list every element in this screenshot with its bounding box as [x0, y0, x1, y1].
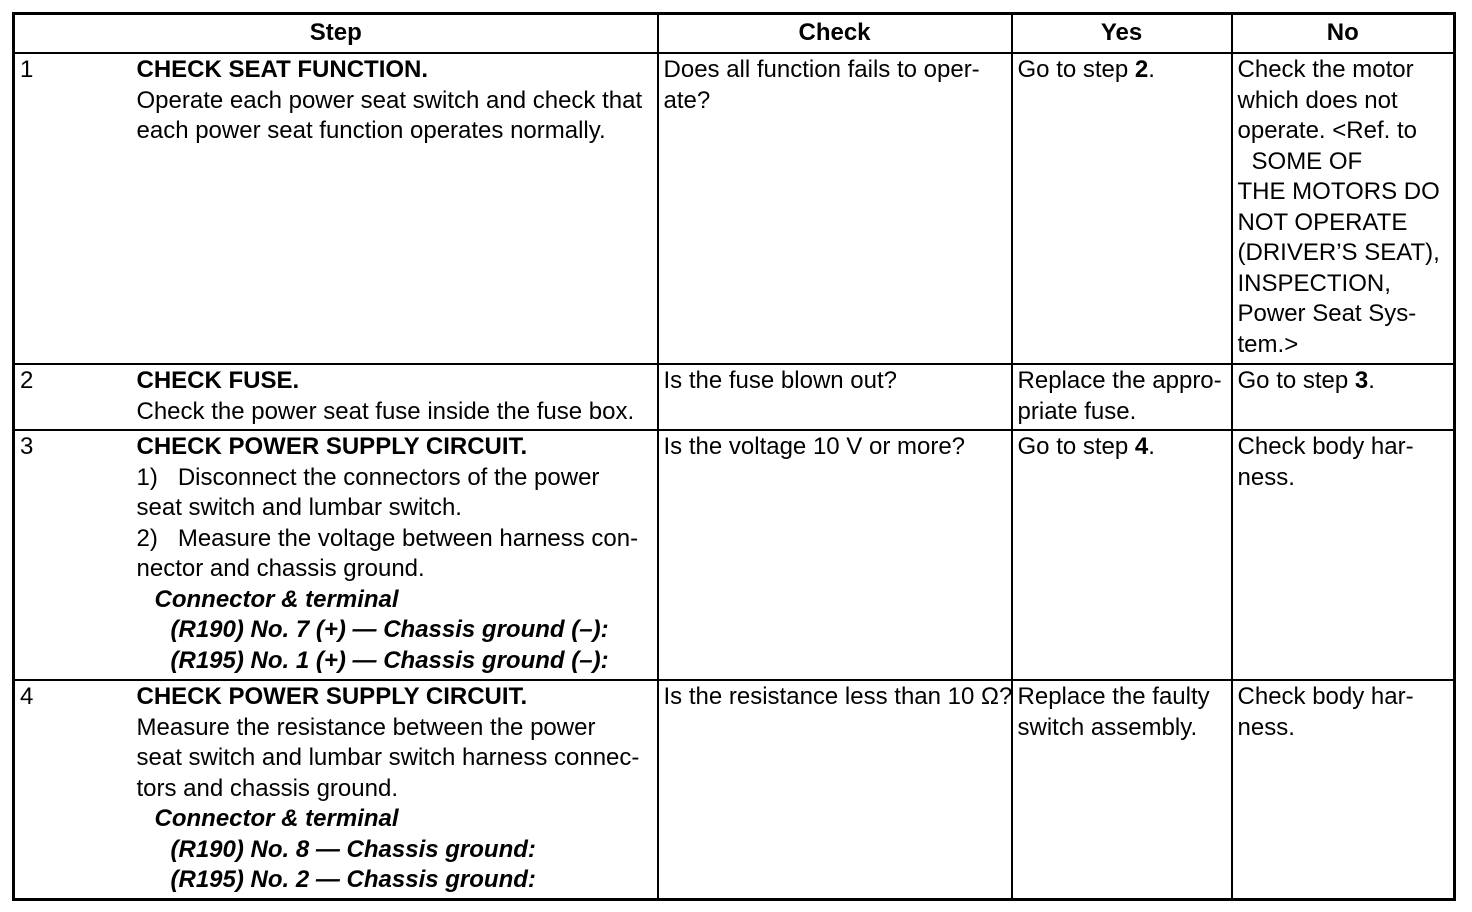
check-cell — [658, 53, 1012, 364]
yes-text-line: priate fuse. — [1017, 397, 1137, 425]
step-text-line: Operate each power seat switch and check that — [136, 86, 643, 114]
step-description — [132, 53, 658, 364]
no-text-line: SOME OF — [1251, 147, 1363, 175]
header-row — [14, 14, 1455, 54]
step-title: CHECK POWER SUPPLY CIRCUIT. — [136, 683, 528, 710]
yes-cell — [1012, 680, 1232, 899]
step-text-line: Check the power seat fuse inside the fuse box. — [136, 397, 635, 425]
step-text-line: nector and chassis ground. — [136, 555, 425, 582]
step-title: CHECK FUSE. — [136, 367, 300, 394]
no-text-line: Check body har- — [1237, 433, 1414, 460]
yes-text-line: switch assembly. — [1017, 713, 1198, 741]
diagnostic-table — [12, 12, 1456, 901]
yes-step-ref: 4 — [1134, 433, 1149, 460]
connector-title: Connector & terminal — [154, 805, 399, 832]
header-yes: Yes — [1012, 14, 1232, 54]
yes-cell — [1012, 430, 1232, 680]
no-text-line: which does not — [1237, 86, 1398, 114]
check-text-line: Is the resistance less than 10 Ω? — [663, 683, 1013, 710]
check-text-line: ate? — [663, 86, 711, 114]
no-text-line: NOT OPERATE — [1237, 208, 1408, 236]
no-text-line: Power Seat Sys- — [1237, 300, 1417, 327]
no-text-line: (DRIVER’S SEAT), — [1237, 239, 1440, 266]
no-text-line: ness. — [1237, 713, 1295, 741]
header-check: Check — [658, 14, 1012, 54]
step-title: CHECK SEAT FUNCTION. — [136, 56, 429, 83]
step-text-line: seat switch and lumbar switch. — [136, 494, 462, 521]
no-text-line: tem.> — [1237, 330, 1299, 358]
no-cell — [1232, 680, 1455, 899]
connector-value: (R195) No. 2 — Chassis ground: — [170, 866, 536, 893]
no-text-line: operate. <Ref. to — [1237, 117, 1417, 144]
check-cell — [658, 430, 1012, 680]
step-number: 3 — [14, 430, 132, 680]
step-text-line: seat switch and lumbar switch harness connec- — [136, 744, 640, 771]
step-text-line: Measure the resistance between the power — [136, 713, 596, 741]
step-description — [132, 364, 658, 430]
yes-text-end: . — [1148, 433, 1155, 460]
step-text-line: 1) Disconnect the connectors of the power — [136, 463, 600, 491]
connector-value: (R190) No. 8 — Chassis ground: — [170, 835, 536, 863]
step-text-line: tors and chassis ground. — [136, 774, 398, 802]
check-cell — [658, 680, 1012, 899]
no-text-line: ness. — [1237, 463, 1295, 491]
yes-text-line: Replace the faulty — [1017, 683, 1210, 710]
step-text-line: 2) Measure the voltage between harness con- — [136, 524, 639, 552]
yes-cell — [1012, 364, 1232, 430]
connector-title: Connector & terminal — [154, 585, 399, 613]
no-cell — [1232, 430, 1455, 680]
no-cell — [1232, 53, 1455, 364]
step-text-line: each power seat function operates normally. — [136, 117, 606, 144]
table-row — [14, 53, 1455, 364]
connector-value: (R190) No. 7 (+) — Chassis ground (–): — [170, 616, 609, 643]
no-text-line: Check the motor — [1237, 56, 1414, 83]
no-text: Go to step — [1237, 367, 1355, 394]
table-row — [14, 430, 1455, 680]
step-number: 4 — [14, 680, 132, 899]
step-number: 2 — [14, 364, 132, 430]
yes-step-ref: 2 — [1134, 56, 1149, 83]
no-text-line: INSPECTION, — [1237, 269, 1391, 297]
table-row — [14, 364, 1455, 430]
no-step-ref: 3 — [1354, 367, 1369, 394]
no-cell — [1232, 364, 1455, 430]
connector-value: (R195) No. 1 (+) — Chassis ground (–): — [170, 646, 609, 674]
no-text-line: Check body har- — [1237, 683, 1414, 710]
step-description — [132, 680, 658, 899]
yes-text: Go to step — [1017, 56, 1135, 83]
step-description — [132, 430, 658, 680]
yes-text: Go to step — [1017, 433, 1135, 460]
header-step: Step — [14, 14, 658, 54]
no-text-end: . — [1368, 367, 1375, 394]
yes-cell — [1012, 53, 1232, 364]
check-cell — [658, 364, 1012, 430]
check-text-line: Does all function fails to oper- — [663, 56, 980, 83]
no-text-line: THE MOTORS DO — [1237, 178, 1440, 205]
yes-text-line: Replace the appro- — [1017, 367, 1222, 394]
check-text-line: Is the voltage 10 V or more? — [663, 433, 966, 460]
step-title: CHECK POWER SUPPLY CIRCUIT. — [136, 433, 528, 460]
table-row — [14, 680, 1455, 899]
yes-text-end: . — [1148, 56, 1155, 83]
header-no: No — [1232, 14, 1455, 54]
check-text-line: Is the fuse blown out? — [663, 367, 897, 394]
step-number: 1 — [14, 53, 132, 364]
